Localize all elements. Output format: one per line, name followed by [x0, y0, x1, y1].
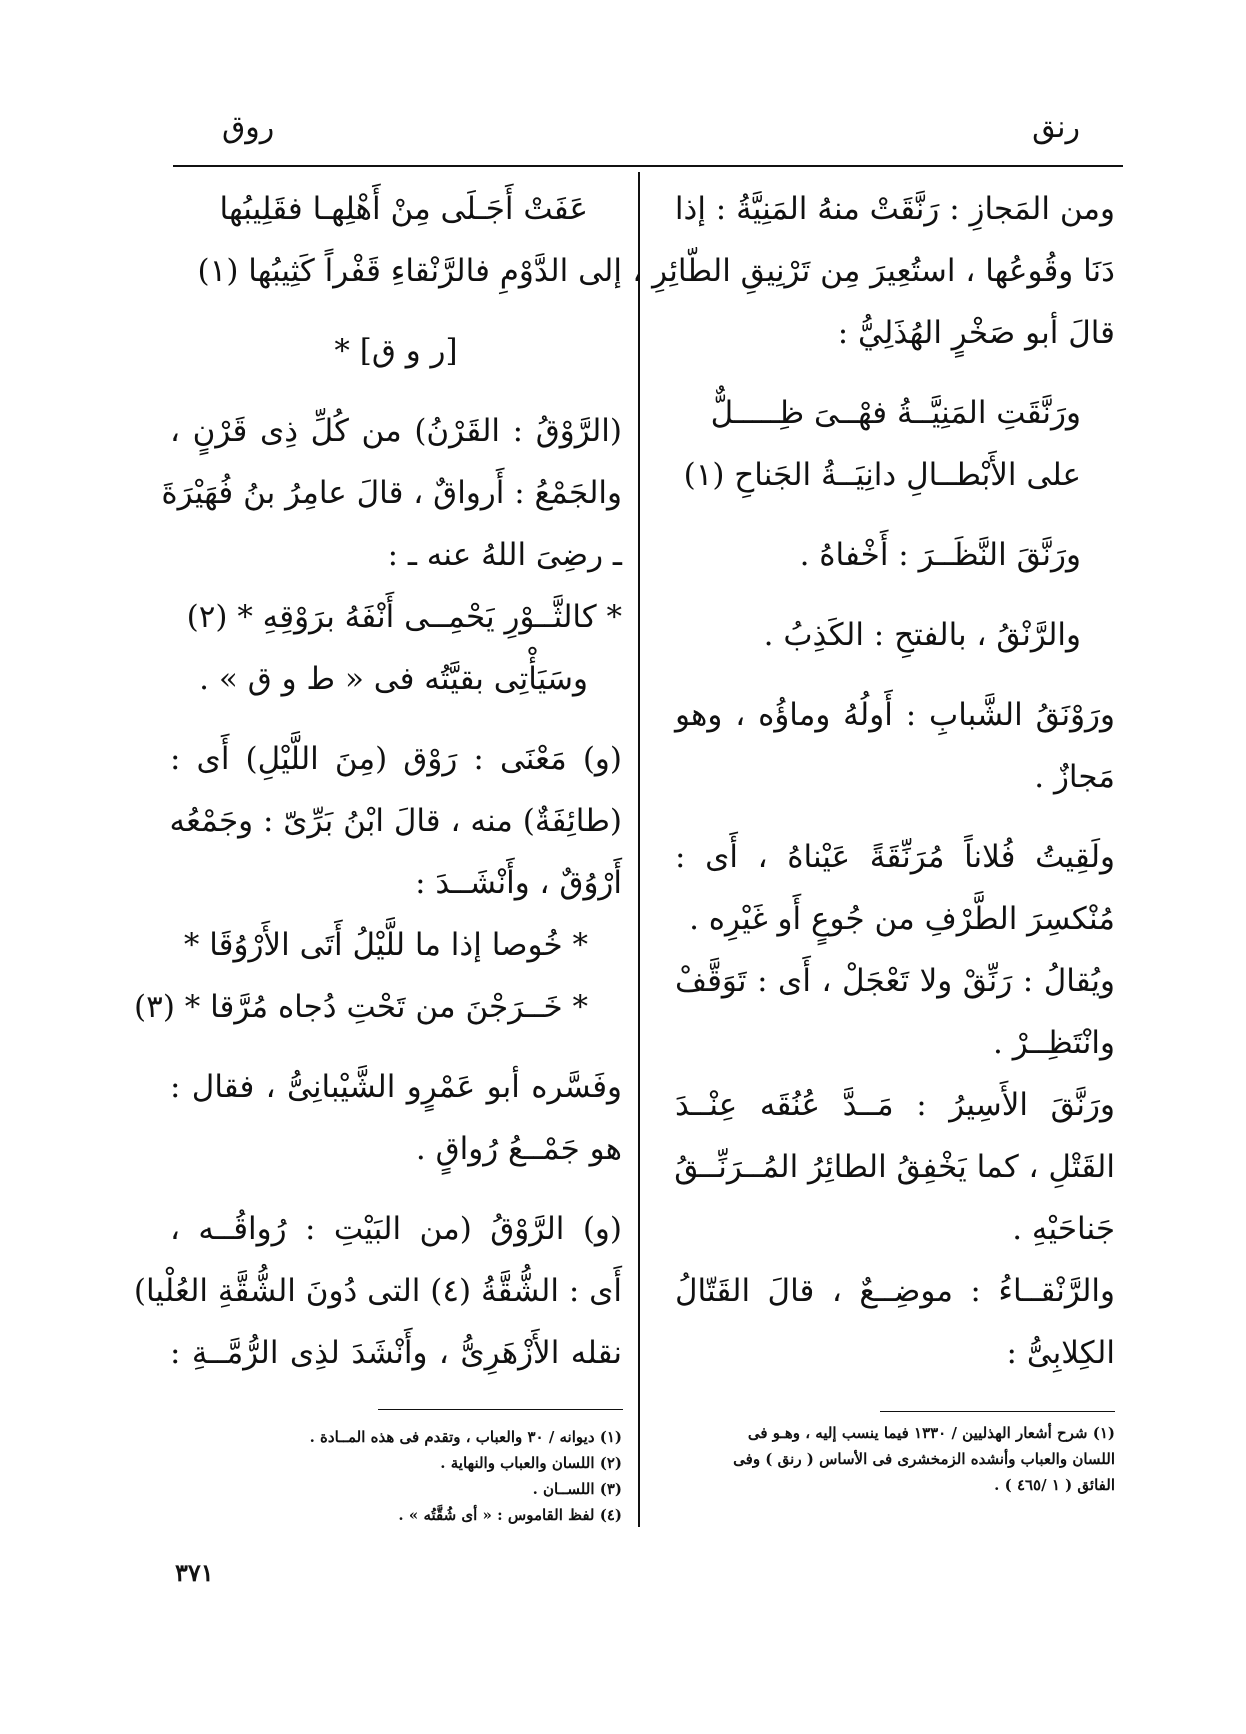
- text-line: (و) مَعْنَى : رَوْق (مِنَ اللَّيْلِ) أَى :: [170, 741, 622, 777]
- text-line: جَناحَيْهِ .: [1012, 1211, 1115, 1247]
- footnote: الفائق ( ١ /٤٦٥ ) .: [994, 1476, 1115, 1494]
- footnote: (١) شرح أشعار الهذليين / ١٣٣٠ فيما ينسب إليه ، وهـو فى: [747, 1424, 1115, 1442]
- verse-line: * خَــرَجْنَ من تَحْتِ دُجاه مُرَّقا * (٣): [134, 989, 588, 1025]
- text-line: ورَوْنَقُ الشَّبابِ : أَولُهُ وماؤُه ، وهو: [675, 697, 1115, 733]
- text-line: (الرَّوْقُ : القَرْنُ) من كُلِّ ذِى قَرْنٍ ،: [170, 413, 622, 449]
- text-line: مُنْكسِرَ الطَّرْفِ من جُوعٍ أَو غَيْرِه .: [689, 901, 1115, 937]
- verse-line: عَفَتْ أَجَـلَى مِنْ أَهْلِهـا فقَلِيبُها: [219, 191, 588, 227]
- text-line: والرَّنْقــاءُ : موضِــعٌ ، قالَ القَتّالُ: [675, 1273, 1115, 1309]
- text-line: مَجازٌ .: [1034, 759, 1115, 795]
- footnote: اللسان والعباب وأنشده الزمخشرى فى الأساس ( رنق ) وفى: [733, 1450, 1115, 1468]
- footnote-rule: [880, 1411, 1115, 1412]
- footnote-rule: [378, 1409, 623, 1410]
- verse-line: إلى الدَّوْمِ فالرَّنْقاءِ قَفْراً كَثِيبُها (١): [197, 253, 622, 289]
- text-line: والجَمْعُ : أَرواقٌ ، قالَ عامِرُ بنُ فُهَيْرَةَ: [161, 475, 622, 511]
- text-line: (طائِفَةٌ) منه ، قالَ ابْنُ بَرِّىّ : وجَمْعُه: [169, 803, 622, 839]
- text-line: وانْتَظِــرْ .: [993, 1025, 1115, 1061]
- footnote: (٤) لفظ القاموس : « أى شُقَّتُه » .: [398, 1506, 622, 1524]
- text-line: والرَّنْقُ ، بالفتحِ : الكَذِبُ .: [763, 617, 1081, 653]
- verse-line: * خُوصا إذا ما للَّيْلُ أَتَى الأَرْوُقَا *: [183, 927, 588, 963]
- text-line: ورَنَّقَ النَّظَــرَ : أَخْفاهُ .: [799, 537, 1081, 573]
- right-column-footnotes: [670, 1420, 1115, 1498]
- text-line: ـ رضِىَ اللهُ عنه ـ :: [387, 537, 622, 573]
- running-header-left: روق: [222, 110, 275, 145]
- left-column: [133, 178, 622, 1384]
- text-line: القَتْلِ ، كما يَخْفِقُ الطائِرُ المُــرَنِّــقُ: [674, 1149, 1115, 1185]
- verse-line: ورَنَّقَتِ المَنِيَّــةُ فهْــىَ ظِـــــلٌّ: [710, 395, 1081, 431]
- text-line: دَنَا وقُوعُها ، استُعِيرَ مِن تَرْنِيقِ الطّائِرِ ،: [632, 253, 1115, 289]
- text-line: وسَيَأْتِى بقيَّتُه فى « ط و ق » .: [199, 661, 588, 697]
- text-line: ويُقالُ : رَنِّقْ ولا تَعْجَلْ ، أَى : تَوَقَّفْ: [675, 963, 1115, 999]
- text-line: هو جَمْــعُ رُواقٍ .: [415, 1131, 622, 1167]
- verse-line: * كالثَّــوْرِ يَحْمِــى أَنْفَهُ برَوْقِهِ * (٢): [186, 599, 622, 635]
- text-line: نقله الأَزْهَرِىُّ ، وأَنْشَدَ لذِى الرُّمَّــةِ :: [170, 1335, 622, 1371]
- right-column: [632, 178, 1115, 1384]
- footnote: (٢) اللسان والعباب والنهاية .: [440, 1454, 622, 1472]
- text-line: أَرْوُقٌ ، وأَنْشَــدَ :: [415, 865, 622, 901]
- header-rule: [173, 165, 1123, 167]
- text-line: ورَنَّقَ الأَسِيرُ : مَــدَّ عُنُقَه عِنْــدَ: [675, 1087, 1115, 1123]
- text-line: ولَقِيتُ فُلاناً مُرَنِّقَةً عَيْناهُ ، أَى :: [675, 839, 1115, 875]
- text-line: (و) الرَّوْقُ (من البَيْتِ : رُواقُــه ،: [170, 1211, 622, 1247]
- text-line: وفَسَّره أبو عَمْرٍو الشَّيْبانِىُّ ، فقال :: [170, 1069, 622, 1105]
- column-divider: [638, 172, 640, 1527]
- page-number: ٣٧١: [175, 1558, 214, 1587]
- left-column-footnotes: [232, 1424, 622, 1528]
- text-line: أَى : الشُّقَّةُ (٤) التى دُونَ الشُّقَّةِ العُلْيا): [133, 1273, 622, 1309]
- text-line: قالَ أبو صَخْرٍ الهُذَلِيُّ :: [837, 315, 1115, 351]
- running-header-right: رنق: [1032, 110, 1080, 145]
- footnote: (١) ديوانه / ٣٠ والعباب ، وتقدم فى هذه المــادة .: [309, 1428, 622, 1446]
- footnote: (٣) اللســان .: [532, 1480, 622, 1498]
- text-line: ومن المَجازِ : رَنَّقَتْ منهُ المَنِيَّةُ : إذا: [674, 191, 1115, 227]
- text-line: الكِلابِىُّ :: [1006, 1335, 1115, 1371]
- entry-heading: [ر و ق] *: [334, 333, 458, 369]
- verse-line: على الأَبْطــالِ دانِيَــةُ الجَناحِ (١): [683, 457, 1081, 493]
